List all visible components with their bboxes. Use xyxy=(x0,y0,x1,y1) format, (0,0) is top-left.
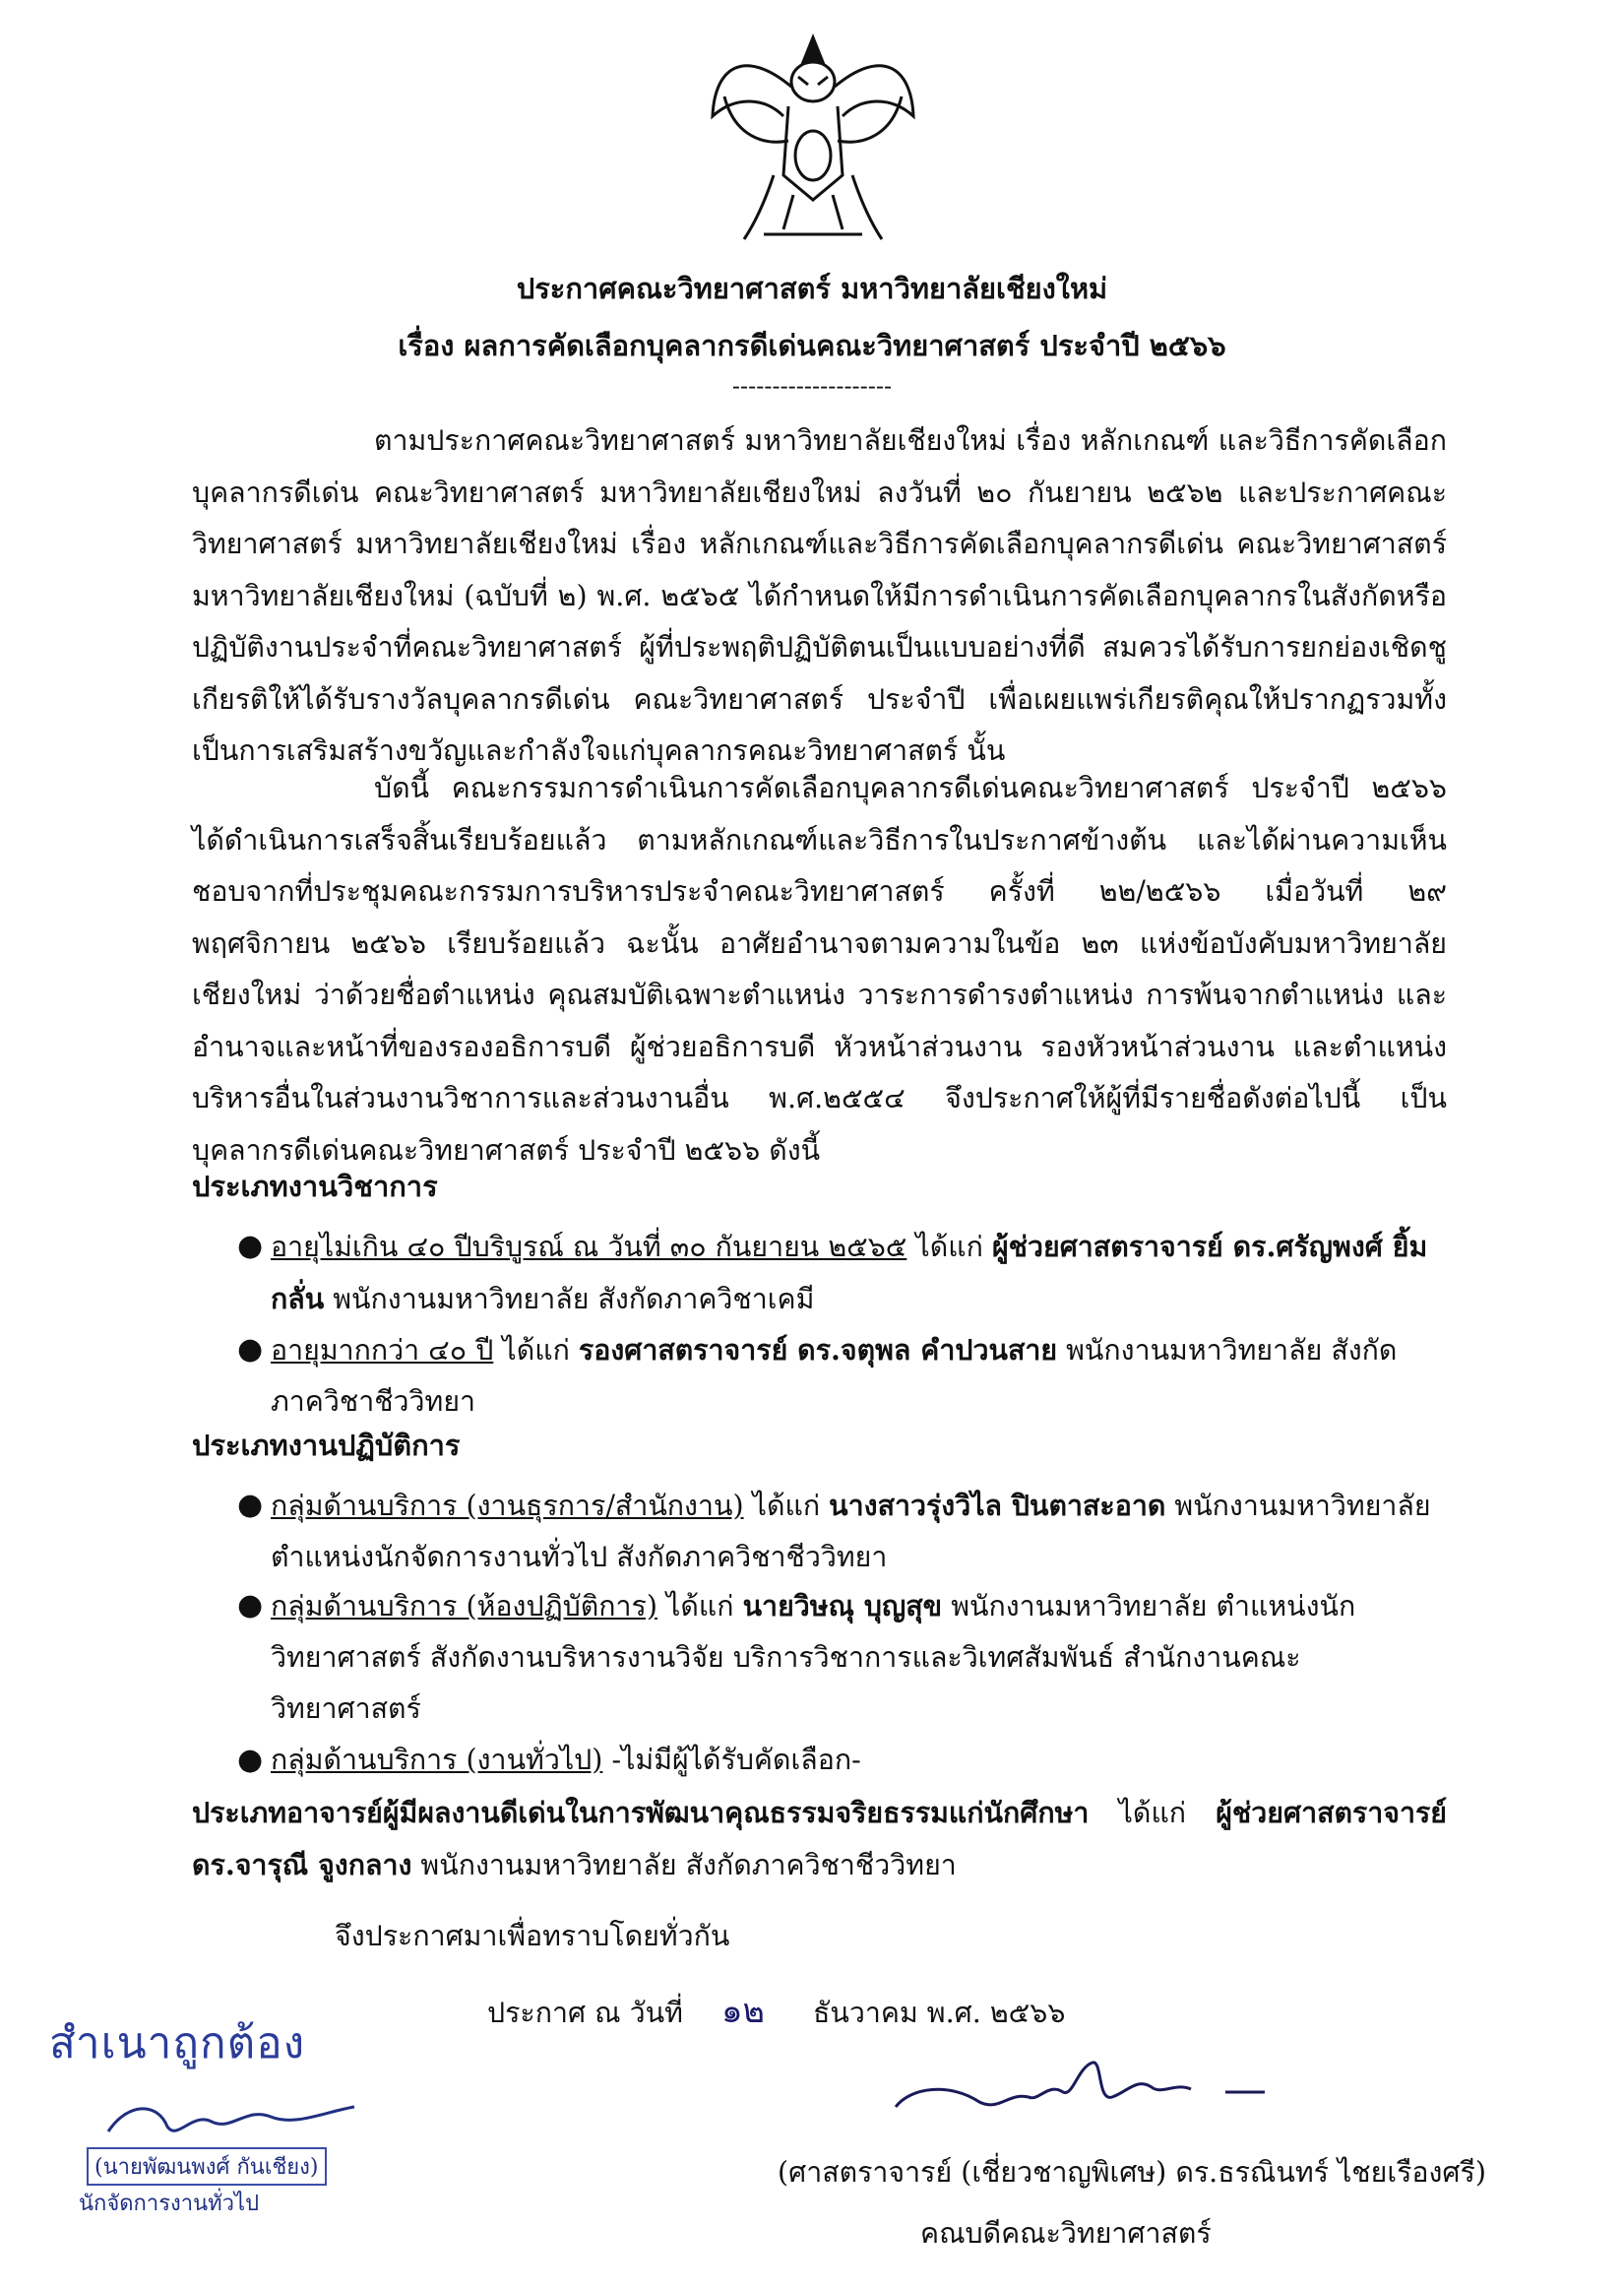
awardee-detail: พนักงานมหาวิทยาลัย สังกัดภาควิชาชีววิทยา xyxy=(271,1334,1398,1418)
announcement-title: ประกาศคณะวิทยาศาสตร์ มหาวิทยาลัยเชียงใหม่ xyxy=(516,272,1108,305)
garuda-emblem xyxy=(705,28,921,249)
bullet-icon: ● xyxy=(237,1229,264,1263)
awardee-detail: พนักงานมหาวิทยาลัย ตำแหน่งนักวิทยาศาสตร์ สังกัดงานบริหารงานวิจัย บริการวิชาการและวิเทศสัมพันธ์ สำนักงานคณะวิทยาศาสตร์ xyxy=(271,1590,1356,1725)
got-label: ได้แก่ xyxy=(656,1590,743,1622)
bullet-icon: ● xyxy=(237,1488,264,1522)
announcement-subject: เรื่อง ผลการคัดเลือกบุคลากรดีเด่นคณะวิทยาศาสตร์ ประจำปี ๒๕๖๖ xyxy=(398,329,1226,362)
bullet-icon: ● xyxy=(237,1743,264,1777)
no-awardee-note: -ไม่มีผู้ได้รับคัดเลือก- xyxy=(602,1744,861,1776)
signer-title: คณบดีคณะวิทยาศาสตร์ xyxy=(920,2217,1212,2250)
bullet-icon: ● xyxy=(237,1588,264,1622)
got-label: ได้แก่ xyxy=(493,1334,579,1367)
paragraph-announcement: บัดนี้ คณะกรรมการดำเนินการคัดเลือกบุคลากรดีเด่นคณะวิทยาศาสตร์ ประจำปี ๒๕๖๖ ได้ดำเนินการเสร็จสิ้นเรียบร้อยแล้ว ตามหลักเกณฑ์และวิธีการในประกาศข้างต้น และได้ผ่านความเห็นชอบจากที่ประชุมคณะกรรมการบริหารประจำคณะวิทยาศาสตร์ ครั้งที่ ๒๒/๒๕๖๖ เมื่อวันที่ ๒๙ พฤศจิกายน ๒๕๖๖ เรียบร้อยแล้ว ฉะนั้น อาศัยอำนาจตามความในข้อ ๒๓ แห่งข้อบังคับมหาวิทยาลัยเชียงใหม่ ว่าด้วยชื่อตำแหน่ง คุณสมบัติเฉพาะตำแหน่ง วาระการดำรงตำแหน่ง การพ้นจากตำแหน่ง และอำนาจและหน้าที่ของรองอธิการบดี ผู้ช่วยอธิการบดี หัวหน้าส่วนงาน รองหัวหน้าส่วนงาน และตำแหน่งบริหารอื่นในส่วนงานวิชาการและส่วนงานอื่น พ.ศ.๒๕๕๔ จึงประกาศให้ผู้ที่มีรายชื่อดังต่อไปนี้ เป็นบุคลากรดีเด่นคณะวิทยาศาสตร์ ประจำปี ๒๕๖๖ ดังนี้ xyxy=(192,772,1447,1167)
certifier-signature xyxy=(98,2092,364,2146)
operational-item-office xyxy=(237,1480,1447,1583)
dean-signature xyxy=(891,2048,1343,2127)
heading-operational: ประเภทงานปฏิบัติการ xyxy=(192,1429,461,1462)
date-suffix: ธันวาคม พ.ศ. ๒๕๖๖ xyxy=(813,1997,1066,2029)
awardee-name: นางสาวรุ่งวิไล ปินตาสะอาด xyxy=(829,1489,1166,1522)
got-label: ได้แก่ xyxy=(906,1231,992,1263)
date-day: ๑๒ xyxy=(720,1992,765,2031)
academic-item-under-40 xyxy=(237,1221,1447,1325)
operational-item-general xyxy=(237,1735,1447,1786)
certifier-position: นักจัดการงานทั่วไป xyxy=(79,2192,260,2216)
title-divider: -------------------- xyxy=(731,372,893,400)
category: ประเภทอาจารย์ผู้มีผลงานดีเด่นในการพัฒนาคุณธรรมจริยธรรมแก่นักศึกษา xyxy=(192,1796,1090,1829)
closing-statement: จึงประกาศมาเพื่อทราบโดยทั่วกัน xyxy=(335,1920,730,1952)
awardee-detail: พนักงานมหาวิทยาลัย สังกัดภาควิชาเคมี xyxy=(324,1283,815,1315)
academic-item-over-40 xyxy=(237,1324,1447,1428)
certifier-name: (นายพัฒนพงศ์ กันเชียง) xyxy=(87,2147,327,2186)
certified-copy-stamp: สำเนาถูกต้อง xyxy=(49,2018,306,2068)
awardee-detail: พนักงานมหาวิทยาลัย สังกัดภาควิชาชีววิทยา xyxy=(411,1849,957,1881)
got-label: ได้แก่ xyxy=(1089,1797,1217,1829)
signer-name: (ศาสตราจารย์ (เชี่ยวชาญพิเศษ) ดร.ธรณินทร์ ไชยเรืองศรี) xyxy=(778,2156,1486,2189)
paragraph-background: ตามประกาศคณะวิทยาศาสตร์ มหาวิทยาลัยเชียงใหม่ เรื่อง หลักเกณฑ์ และวิธีการคัดเลือกบุคลากรดีเด่น คณะวิทยาศาสตร์ มหาวิทยาลัยเชียงใหม่ ลงวันที่ ๒๐ กันยายน ๒๕๖๒ และประกาศคณะวิทยาศาสตร์ มหาวิทยาลัยเชียงใหม่ เรื่อง หลักเกณฑ์และวิธีการคัดเลือกบุคลากรดีเด่น คณะวิทยาศาสตร์ มหาวิทยาลัยเชียงใหม่ (ฉบับที่ ๒) พ.ศ. ๒๕๖๕ ได้กำหนดให้มีการดำเนินการคัดเลือกบุคลากรในสังกัดหรือปฏิบัติงานประจำที่คณะวิทยาศาสตร์ ผู้ที่ประพฤติปฏิบัติตนเป็นแบบอย่างที่ดี สมควรได้รับการยกย่องเชิดชูเกียรติให้ได้รับรางวัลบุคลากรดีเด่น คณะวิทยาศาสตร์ ประจำปี เพื่อเผยแพร่เกียรติคุณให้ปรากฏรวมทั้งเป็นการเสริมสร้างขวัญและกำลังใจแก่บุคลากรคณะวิทยาศาสตร์ นั้น xyxy=(192,424,1447,767)
date-prefix: ประกาศ ณ วันที่ xyxy=(487,1997,683,2029)
awardee-detail: พนักงานมหาวิทยาลัย ตำแหน่งนักจัดการงานทั่วไป สังกัดภาควิชาชีววิทยา xyxy=(271,1490,1431,1573)
bullet-icon: ● xyxy=(237,1332,264,1367)
criteria: กลุ่มด้านบริการ (งานทั่วไป) xyxy=(271,1744,603,1776)
awardee-name: ผู้ช่วยศาสตราจารย์ ดร.ศรัญพงศ์ ยิ้มกลั่น xyxy=(271,1230,1428,1315)
heading-academic: ประเภทงานวิชาการ xyxy=(192,1170,438,1203)
announcement-date xyxy=(487,1984,1065,2037)
got-label: ได้แก่ xyxy=(743,1490,830,1522)
operational-item-lab xyxy=(237,1580,1447,1735)
awardee-name: ผู้ช่วยศาสตราจารย์ ดร.จารุณี จูงกลาง xyxy=(192,1796,1447,1881)
awardee-name: รองศาสตราจารย์ ดร.จตุพล คำปวนสาย xyxy=(578,1333,1058,1367)
ethics-teacher-award xyxy=(192,1787,1447,1891)
criteria: กลุ่มด้านบริการ (ห้องปฏิบัติการ) xyxy=(271,1590,657,1622)
awardee-name: นายวิษณุ บุญสุข xyxy=(742,1589,943,1622)
criteria: อายุไม่เกิน ๔๐ ปีบริบูรณ์ ณ วันที่ ๓๐ กันยายน ๒๕๖๕ xyxy=(271,1231,907,1263)
criteria: อายุมากกว่า ๔๐ ปี xyxy=(271,1334,494,1367)
criteria: กลุ่มด้านบริการ (งานธุรการ/สำนักงาน) xyxy=(271,1490,744,1522)
